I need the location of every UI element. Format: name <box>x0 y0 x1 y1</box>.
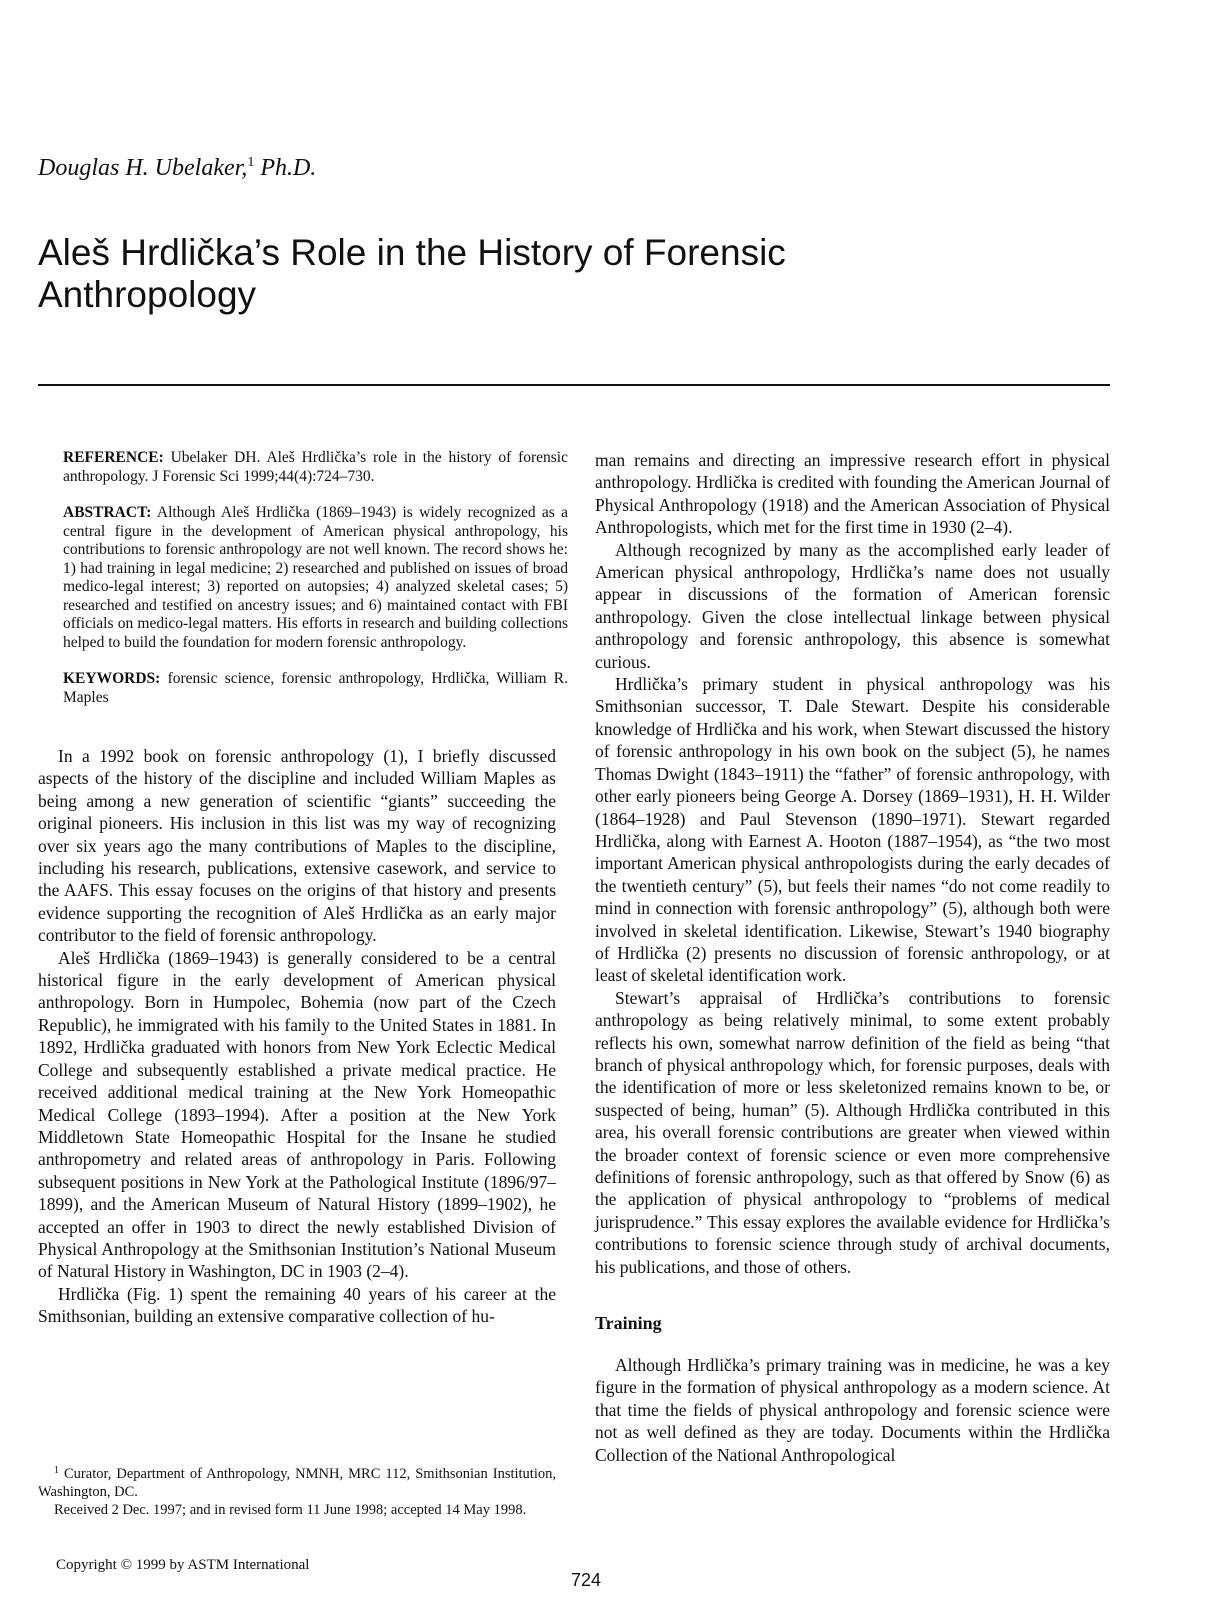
body-paragraph: In a 1992 book on forensic anthropology (1), I briefly discussed aspects of the history of the discipline and included William Maples as being among a new generation of scientific “giants” succeeding the original pioneers. His inclusion in this list was my way of recognizing over six years ago the many contributions of Maples to the discipline, including his research, publications, extensive casework, and service to the AAFS. This essay focuses on the origins of that history and presents evidence supporting the recognition of Aleš Hrdlička as an early major contributor to the field of forensic anthropology. <box>38 746 556 946</box>
abstract-text: Although Aleš Hrdlička (1869–1943) is widely recognized as a central figure in the development of American physical anthropology, his contributions to forensic anthropology are not well known. The record shows he: 1) had training in legal medicine; 2) researched and published on issues of broad medico-legal interest; 3) reported on autopsies; 4) analyzed skeletal cases; 5) researched and testified on ancestry issues; and 6) maintained contact with FBI officials on medico-legal matters. His efforts in research and building collections helped to build the foundation for modern forensic anthropology. <box>63 504 568 651</box>
reference-block <box>63 449 568 486</box>
footnotes <box>38 1462 556 1519</box>
abstract-block <box>63 504 568 652</box>
copyright-notice: Copyright © 1999 by ASTM International <box>56 1557 310 1573</box>
body-paragraph: Although recognized by many as the accomplished early leader of American physical anthropology, Hrdlička’s name does not usually appear in discussions of the formation of American forensic anthropology. Given the close intellectual linkage between physical anthropology and forensic anthropology, this absence is somewhat curious. <box>595 539 1110 672</box>
reference-label: REFERENCE: <box>63 449 164 466</box>
article-title: Aleš Hrdlička’s Role in the History of Forensic Anthropology <box>38 232 786 315</box>
keywords-block <box>63 670 568 707</box>
title-divider <box>38 384 1110 386</box>
body-paragraph: Hrdlička’s primary student in physical anthropology was his Smithsonian successor, T. Dale Stewart. Despite his considerable knowledge of Hrdlička and his work, when Stewart discussed the history of forensic anthropology in his own book on the subject (5), he names Thomas Dwight (1843–1911) the “father” of forensic anthropology, with other early pioneers being George A. Dorsey (1869–1931), H. H. Wilder (1864–1928) and Paul Stevenson (1890–1971). Stewart regarded Hrdlička, along with Earnest A. Hooton (1887–1954), as “the two most important American physical anthropologists during the early decades of the twentieth century” (5), but feels their names “do not come readily to mind in connection with forensic anthropology” (5), although both were involved in skeletal identification. Likewise, Stewart’s 1940 biography of Hrdlička (2) presents no discussion of forensic anthropology, or at least of skeletal identification work. <box>595 674 1110 986</box>
left-column <box>38 449 568 1328</box>
footnote-received: Received 2 Dec. 1997; and in revised form 11 June 1998; accepted 14 May 1998. <box>54 1502 527 1518</box>
author-line <box>38 155 316 182</box>
reference-text: Ubelaker DH. Aleš Hrdlička’s role in the history of forensic anthropology. J Forensic Sci 1999;44(4):724–730. <box>63 449 568 485</box>
abstract-label: ABSTRACT: <box>63 504 152 521</box>
footnote-mark: 1 <box>54 1465 59 1476</box>
page-number: 724 <box>570 1570 602 1590</box>
right-column <box>595 449 1110 1466</box>
keywords-text: forensic science, forensic anthropology, Hrdlička, William R. Maples <box>63 670 568 706</box>
author-degree: Ph.D. <box>254 155 317 181</box>
body-paragraph: Hrdlička (Fig. 1) spent the remaining 40 years of his career at the Smithsonian, building an extensive comparative collection of hu- <box>38 1283 556 1327</box>
body-paragraph: man remains and directing an impressive research effort in physical anthropology. Hrdlička is credited with founding the American Journal of Physical Anthropology (1918) and the American Association of Physical Anthropologists, which met for the first time in 1930 (2–4). <box>595 450 1110 538</box>
footnote-affiliation-text: Curator, Department of Anthropology, NMNH, MRC 112, Smithsonian Institution, Washington, DC. <box>38 1466 556 1500</box>
author-footnote-mark: 1 <box>247 155 255 170</box>
footnote-affiliation <box>38 1462 556 1501</box>
body-paragraph: Although Hrdlička’s primary training was in medicine, he was a key figure in the formation of physical anthropology as a modern science. At that time the fields of physical anthropology and forensic science were not as well defined as they are today. Documents within the Hrdlička Collection of the National Anthropological <box>595 1355 1110 1465</box>
author-name: Douglas H. Ubelaker, <box>38 155 248 181</box>
body-paragraph: Stewart’s appraisal of Hrdlička’s contributions to forensic anthropology as being relatively minimal, to some extent probably reflects his own, somewhat narrow definition of the field as being “that branch of physical anthropology which, for forensic purposes, deals with the identification of more or less skeletonized remains known to be, or suspected of being, human” (5). Although Hrdlička contributed in this area, his overall forensic contributions are greater when viewed within the broader context of forensic science or even more comprehensive definitions of forensic anthropology, such as that offered by Snow (6) as the application of physical anthropology to “problems of medical jurisprudence.” This essay explores the available evidence for Hrdlička’s contributions to forensic science through study of archival documents, his publications, and those of others. <box>595 987 1110 1277</box>
body-paragraph: Aleš Hrdlička (1869–1943) is generally considered to be a central historical figure in the early development of American physical anthropology. Born in Humpolec, Bohemia (now part of the Czech Republic), he immigrated with his family to the United States in 1881. In 1892, Hrdlička graduated with honors from New York Eclectic Medical College and subsequently established a private medical practice. He received additional medical training at the New York Homeopathic Medical College (1893–1994). After a position at the New York Middletown State Homeopathic Hospital for the Insane he studied anthropometry and related areas of anthropology in Paris. Following subsequent positions in New York at the Pathological Institute (1896/97–1899), and the American Museum of Natural History (1899–1902), he accepted an offer in 1903 to direct the newly established Division of Physical Anthropology at the Smithsonian Institution’s National Museum of Natural History in Washington, DC in 1903 (2–4). <box>38 947 556 1282</box>
section-heading-training: Training <box>595 1313 662 1334</box>
keywords-label: KEYWORDS: <box>63 670 161 687</box>
